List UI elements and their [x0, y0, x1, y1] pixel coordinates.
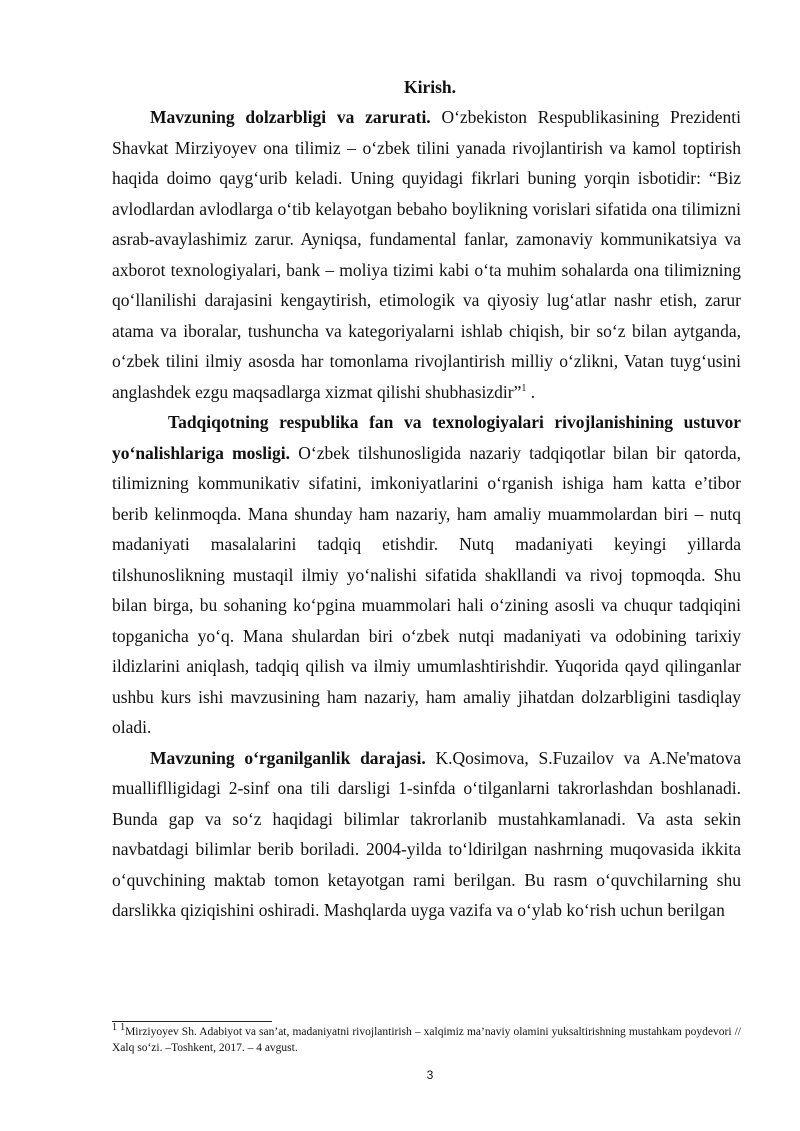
- paragraph-text: K.Qosimova, S.Fuzailov va A.Ne'matova mualliflligidagi 2-sinf ona tili darsligi 1-sinfda o‘tilganlarni takrorlashdan boshlanadi. Bunda gap va so‘z haqidagi bilimlar takrorlanib mustahkamlanadi. Va asta sekin navbatdagi bilimlar berib boriladi. 2004-yilda to‘ldirilgan nashrning muqovasida ikkita o‘quvchining maktab tomon ketayotgan rami berilgan. Bu rasm o‘quvchilarning shu darslikka qiziqishini oshiradi. Mashqlarda uyga vazifa va o‘ylab ko‘rish uchun berilgan: [112, 747, 741, 920]
- paragraph-text: O‘zbekiston Respublikasining Prezidenti Shavkat Mirziyoyev ona tilimiz – o‘zbek tilini yanada rivojlantirish va kamol toptirish haqida doimo qayg‘urib keladi. Uning quyidagi fikrlari buning yorqin isbotidir: “Biz avlodlardan avlodlarga o‘tib kelayotgan bebaho boylikning vorislari sifatida ona tilimizni asrab-avaylashimiz zarur. Ayniqsa, fundamental fanlar, zamonaviy kommunikatsiya va axborot texnologiyalari, bank – moliya tizimi kabi o‘ta muhim sohalarda ona tilimizning qo‘llanilishi darajasini kengaytirish, etimologik va qiyosiy lug‘atlar nashr etish, zarur atama va iboralar, tushuncha va kategoriyalarni ishlab chiqish, bir so‘z bilan aytganda, o‘zbek tilini ilmiy asosda har tomonlama rivojlantirish milliy o‘zlikni, Vatan tuyg‘usini anglashdek ezgu maqsadlarga xizmat qilishi shubhasizdir”: [112, 107, 741, 402]
- paragraph-heading: Tadqiqotning respublika fan va texnologiyalari rivojlanishining ustuvor yo‘nalishlariga mosligi.: [112, 412, 741, 463]
- document-body: [112, 102, 741, 926]
- paragraph-study-level: [112, 743, 741, 926]
- footnote-reference[interactable]: 1: [521, 382, 527, 394]
- page-number: 3: [426, 1068, 434, 1082]
- footnote-inner-marker: 1: [120, 1022, 126, 1034]
- paragraph-relevance: [112, 102, 741, 407]
- footnote: [112, 1024, 741, 1056]
- page-title: Kirish.: [403, 77, 457, 97]
- paragraph-tail: .: [526, 381, 536, 402]
- footnote-marker: 1: [112, 1022, 117, 1034]
- paragraph-priority: [112, 407, 741, 743]
- paragraph-text: O‘zbek tilshunosligida nazariy tadqiqotlar bilan bir qatorda, tilimizning kommunikativ sifatini, imkoniyatlarini o‘rganish ishiga ham katta e’tibor berib kelinmoqda. Mana shunday ham nazariy, ham amaliy muammolardan biri – nutq madaniyati masalalarini tadqiq etishdir. Nutq madaniyati keyingi yillarda tilshunoslikning mustaqil ilmiy yo‘nalishi sifatida shakllandi va rivoj topmoqda. Shu bilan birga, bu sohaning ko‘pgina muammolari hali o‘zining asosli va chuqur tadqiqini topganicha yo‘q. Mana shulardan biri o‘zbek nutqi madaniyati va odobining tarixiy ildizlarini aniqlash, tadqiq qilish va ilmiy umumlashtirishdir. Yuqorida qayd qilinganlar ushbu kurs ishi mavzusining ham nazariy, ham amaliy jihatdan dolzarbligini tasdiqlay oladi.: [112, 442, 741, 737]
- paragraph-heading: Mavzuning dolzarbligi va zarurati.: [150, 107, 431, 127]
- footnote-separator: [112, 1021, 272, 1022]
- paragraph-heading: Mavzuning o‘rganilganlik darajasi.: [150, 747, 426, 768]
- footnote-text: Mirziyoyev Sh. Adabiyot va san’at, madaniyatni rivojlantirish – xalqimiz ma’naviy olamini yuksaltirishning mustahkam poydevori // Xalq so‘zi. –Toshkent, 2017. – 4 avgust.: [112, 1026, 742, 1054]
